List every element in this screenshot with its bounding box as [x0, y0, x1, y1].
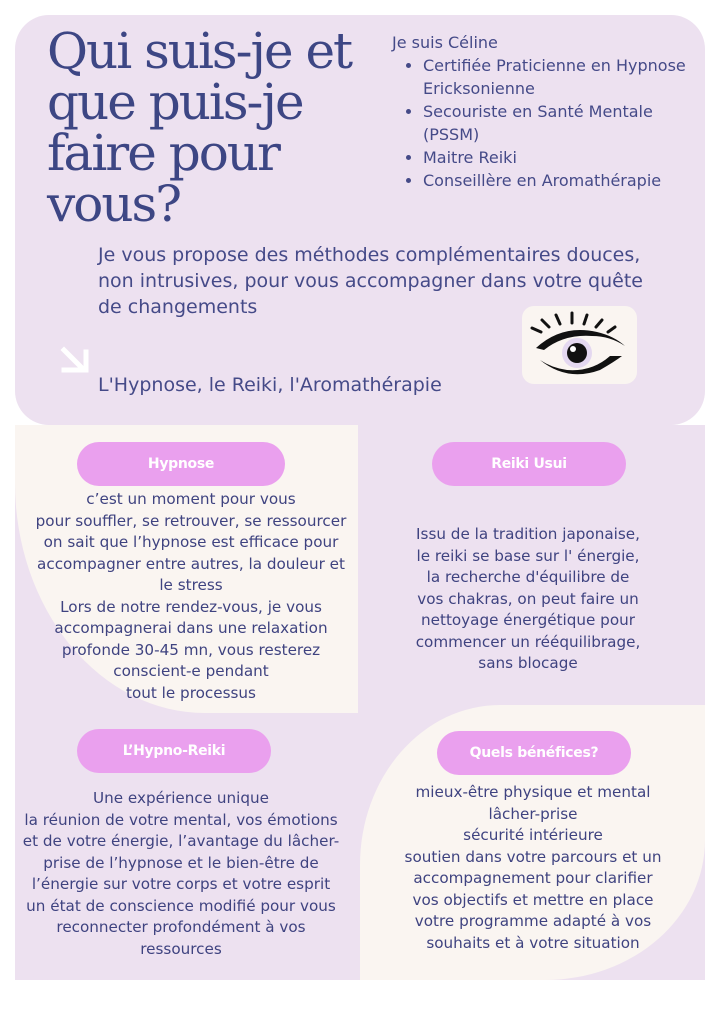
- text-line: Issu de la tradition japonaise,: [416, 525, 640, 543]
- text-line: et de votre énergie, l’avantage du lâcher-: [22, 832, 340, 850]
- intro-name: Je suis Céline: [392, 33, 498, 52]
- reiki-title-pill: Reiki Usui: [432, 442, 626, 486]
- credentials-list: [392, 54, 692, 192]
- text-line: l’énergie sur votre corps et votre esprit: [31, 875, 331, 893]
- hypnose-description: [25, 489, 357, 704]
- text-line: un état de conscience modifié pour vous: [26, 896, 336, 915]
- text-line: souhaits et à votre situation: [426, 933, 640, 952]
- text-line: prise de l’hypnose et le bien-être de: [43, 853, 319, 872]
- text-line: accompagnement pour clarifier: [413, 869, 653, 887]
- methods-list: L'Hypnose, le Reiki, l'Aromathérapie: [98, 374, 442, 396]
- text-line: conscient-e pendant: [113, 662, 269, 680]
- eye-icon: [522, 306, 637, 384]
- text-line: votre programme adapté à vos: [414, 912, 652, 930]
- text-line: la réunion de votre mental, vos émotions: [24, 810, 338, 829]
- eye-icon-box: [522, 306, 637, 384]
- credential-item: • Conseillère en Aromathérapie: [423, 169, 692, 192]
- text-line: vos objectifs et mettre en place: [412, 890, 654, 909]
- text-line: Une expérience unique: [93, 789, 269, 807]
- text-line: on sait que l’hypnose est efficace pour: [43, 533, 339, 551]
- credential-item: • Secouriste en Santé Mentale (PSSM): [423, 100, 692, 146]
- intro-block: [392, 31, 692, 192]
- lead-text: Je vous propose des méthodes complémentaires douces, non intrusives, pour vous accompagner dans votre quête de changements: [98, 244, 643, 318]
- text-line: sans blocage: [478, 654, 578, 672]
- text-line: lâcher-prise: [488, 804, 578, 823]
- text-line: ressources: [140, 939, 222, 958]
- arrow-down-right-icon: [60, 344, 92, 376]
- text-line: Lors de notre rendez-vous, je vous: [60, 597, 322, 616]
- hypno-reiki-title-pill: L’Hypno-Reiki: [77, 729, 271, 773]
- reiki-description: [370, 524, 686, 675]
- hypnose-title-pill: Hypnose: [77, 442, 285, 486]
- text-line: accompagnerai dans une relaxation: [54, 619, 328, 637]
- hypno-reiki-description: [18, 788, 344, 960]
- text-line: le reiki se base sur l' énergie,: [416, 546, 640, 565]
- text-line: tout le processus: [126, 683, 256, 702]
- text-line: commencer un rééquilibrage,: [415, 632, 641, 651]
- benefits-title-pill: Quels bénéfices?: [437, 731, 631, 775]
- text-line: soutien dans votre parcours et un: [404, 847, 662, 866]
- text-line: sécurité intérieure: [463, 826, 603, 844]
- credential-item: • Certifiée Praticienne en Hypnose Ericksonienne: [423, 54, 692, 100]
- text-line: profonde 30-45 mn, vous resterez: [61, 640, 321, 659]
- benefits-description: [370, 782, 696, 954]
- text-line: le stress: [159, 576, 223, 594]
- text-line: pour souffler, se retrouver, se ressourcer: [35, 511, 347, 530]
- text-line: accompagner entre autres, la douleur et: [37, 554, 345, 573]
- text-line: la recherche d'équilibre de: [426, 568, 630, 586]
- text-line: nettoyage énergétique pour: [421, 611, 635, 629]
- text-line: reconnecter profondément à vos: [56, 918, 306, 936]
- page-title: Qui suis-je et que puis-je faire pour vous?: [47, 22, 352, 233]
- credential-item: • Maitre Reiki: [423, 146, 692, 169]
- text-line: mieux-être physique et mental: [415, 783, 651, 801]
- text-line: vos chakras, on peut faire un: [417, 589, 639, 608]
- text-line: c’est un moment pour vous: [86, 490, 296, 508]
